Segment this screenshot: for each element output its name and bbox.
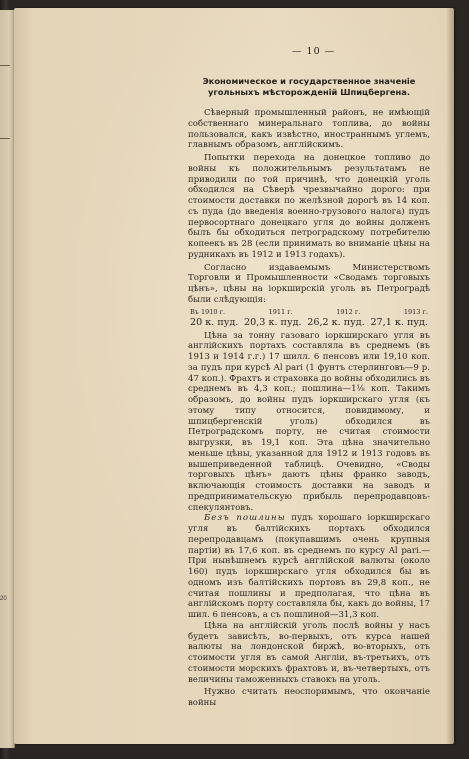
page-spine-shadow: [446, 8, 454, 744]
paragraph: Сѣверный промышленный районъ, не имѣющій собственнаго минеральнаго топлива, до войны пользовался, какъ извѣстно, иностраннымъ углемъ, главнымъ образомъ, англійскимъ.: [188, 108, 430, 151]
emphasis: Безъ пошлины: [204, 513, 286, 524]
price-value: 27,1 к. пуд.: [370, 316, 428, 328]
margin-number: 20: [0, 596, 7, 602]
margin-rule: [0, 138, 10, 139]
paragraph: [188, 513, 430, 621]
price-value: 20,3 к. пуд.: [244, 316, 302, 328]
article-body: [188, 108, 430, 709]
paragraph: Попытки перехода на донецкое топливо до войны къ положительнымъ результатамъ не приводили по той причинѣ, что донецкій уголь обходился на Сѣверѣ чрезвычайно дорого: при стоимости доставки по желѣзной дорогѣ въ 14 коп. съ пуда (до введенія военно-грузового налога) пудъ первосортнаго донецкаго угля до войны долженъ былъ бы обходиться петроградскому потребителю копеекъ въ 28 (если принимать во вниманіе цѣны на рудникахъ въ 1912 и 1913 годахъ).: [188, 153, 430, 260]
price-table-values: [188, 317, 430, 329]
price-table-years: [188, 308, 430, 317]
price-value: 26,2 к. пуд.: [307, 316, 365, 328]
paragraph: Цѣна на англійскій уголь послѣ войны у насъ будетъ зависѣть, во-первыхъ, отъ курса нашей валюты на лондонской биржѣ, во-вторыхъ, отъ стоимости угля въ самой Англіи, въ-третьихъ, отъ стоимости морскихъ фрахтовъ и, въ-четвертыхъ, отъ величины таможенныхъ ставокъ на уголь.: [188, 620, 430, 685]
page-number: — 10 —: [292, 46, 336, 57]
section-heading: Экономическое и государственное значеніе угольныхъ мѣсторожденій Шпицбергена.: [202, 76, 416, 97]
price-year: 1911 г.: [268, 307, 293, 316]
previous-page-edge: [0, 10, 15, 748]
price-year: 1913 г.: [403, 307, 428, 316]
price-year: 1912 г.: [336, 307, 361, 316]
margin-rule: [0, 65, 10, 66]
paragraph: Цѣна за тонну газоваго іоркширскаго угля въ англійскихъ портахъ составляла въ среднемъ (въ 1913 и 1914 г.г.) 17 шилл. 6 пенсовъ или 19,10 коп. за пудъ при курсѣ Al pari (1 фунтъ стерлинговъ—9 р. 47 коп.). Фрахтъ и страховка до войны обходились въ среднемъ въ 4,3 коп.; пошлина—1⅛ коп. Такимъ образомъ, до войны пудъ іоркширскаго угля (къ этому типу относится, повидимому, и шпицбергенскій уголь) обходился въ Петроградскомъ порту, не считая стоимости выгрузки, въ 19,1 коп. Эта цѣна значительно меньше цѣны, указанной для 1912 и 1913 годовъ въ вышеприведенной таблицѣ. Очевидно, «Своды торговыхъ цѣнъ» даютъ цѣны франко заводъ, включающія стоимость доставки на заводъ и предпринимательскую прибыль перепродавцовъ-спекулянтовъ.: [188, 330, 430, 513]
price-value: 20 к. пуд.: [190, 316, 239, 328]
paragraph: Согласно издаваемымъ Министерствомъ Торговли и Промышленности «Сводамъ торговыхъ цѣнъ», цѣны на іоркширскій уголь въ Петроградѣ были слѣдующія:: [188, 262, 430, 305]
price-year: Въ 1910 г.: [190, 307, 226, 316]
paragraph-text: пудъ хорошаго іоркширскаго угля въ балтійскихъ портахъ обходился перепродавцамъ (покупавшимъ очень крупныя партіи) въ 17,6 коп. въ среднемъ по курсу Al pari.—При нынѣшнемъ курсѣ англійской валюты (около 160) пудъ іоркширскаго угля обходился бы въ одномъ изъ балтійскихъ портовъ въ 29,8 коп., не считая пошлины и предполагая, что цѣна въ англійскомъ порту составляла бы, какъ до войны, 17 шил. 6 пенсовъ, а съ пошлиной—31,3 коп.: [188, 513, 430, 620]
paragraph: Нужно считать неоспоримымъ, что окончаніе войны: [188, 687, 430, 708]
